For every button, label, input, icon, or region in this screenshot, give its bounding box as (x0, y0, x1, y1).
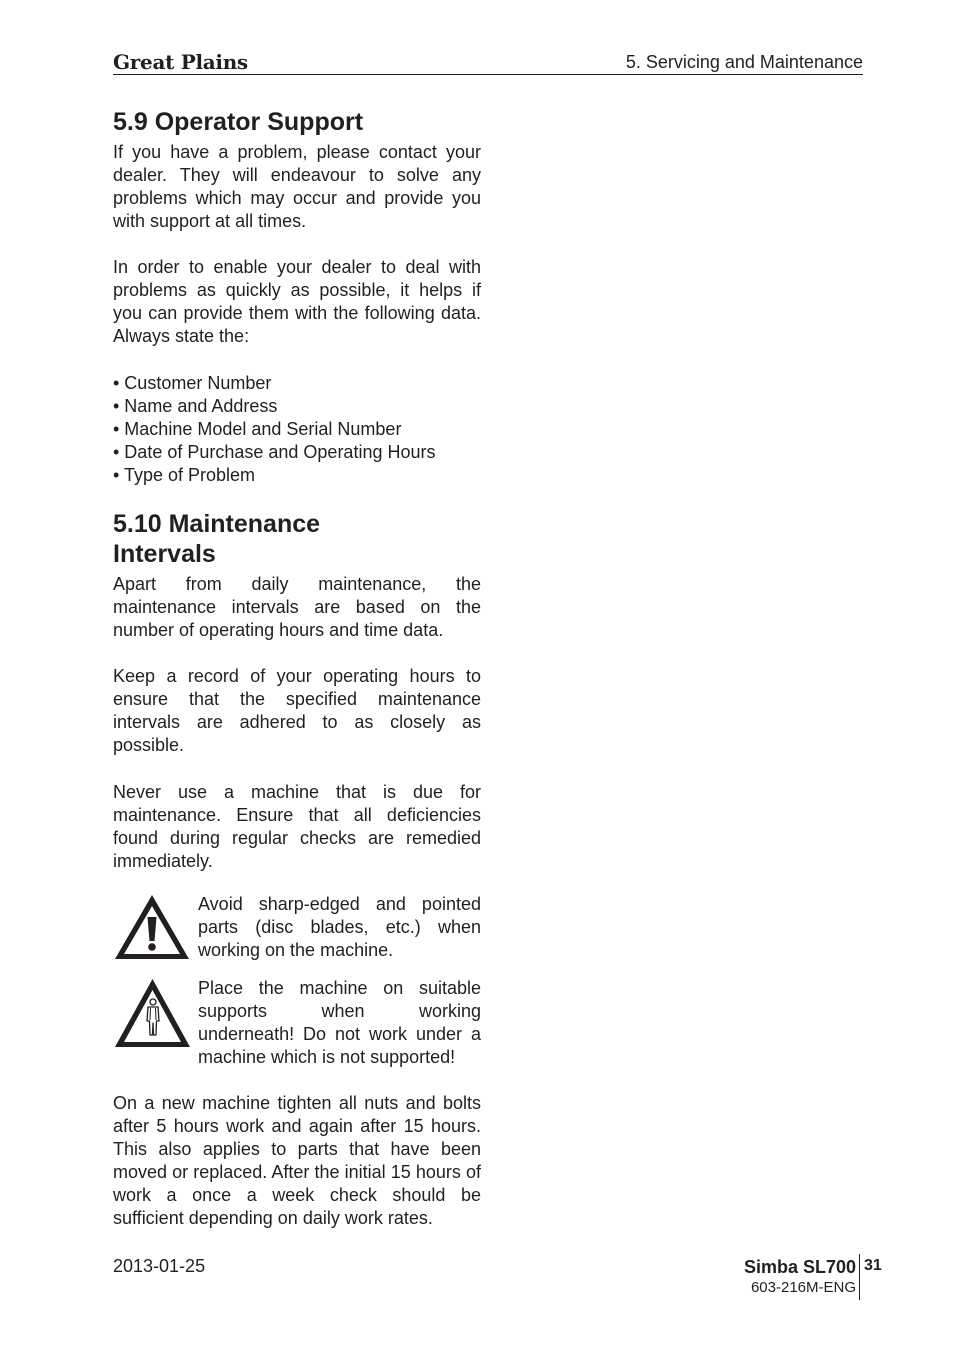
operator-support-section (113, 107, 481, 137)
list-item: • Name and Address (113, 396, 278, 417)
maintenance-para2: Keep a record of your operating hours to ensure that the specified maintenance intervals are adhered to as closely as possible. (113, 666, 481, 756)
warning-person-under-machine-icon (113, 977, 192, 1049)
operator-support-para2: In order to enable your dealer to deal with problems as quickly as possible, it helps if you can provide them with the following data. Always state the: (113, 257, 481, 347)
required-data-list (113, 372, 481, 487)
maintenance-para4-block (113, 1092, 481, 1231)
list-item: • Type of Problem (113, 465, 256, 486)
maintenance-heading (113, 509, 481, 569)
warning-sharp-edges-text: Avoid sharp-edged and pointed parts (disc blades, etc.) when working on the machine. (198, 894, 481, 961)
operator-support-para2-block (113, 256, 481, 348)
maintenance-para3: Never use a machine that is due for maintenance. Ensure that all deficiencies found during regular checks are remedied immediately. (113, 782, 481, 872)
maintenance-para4: On a new machine tighten all nuts and bolts after 5 hours work and again after 15 hours. This also applies to parts that have been moved or replaced. After the initial 15 hours of work a once a week check should be sufficient depending on daily work rates. (113, 1093, 481, 1229)
brand-logo: Great Plains (113, 50, 248, 74)
warning-sharp-edges (113, 893, 481, 963)
warning-exclamation-icon (113, 893, 191, 961)
list-item: • Customer Number (113, 373, 272, 393)
header-divider (113, 74, 863, 75)
footer-model: Simba SL700 (743, 1257, 856, 1277)
maintenance-para3-block (113, 781, 481, 873)
operator-support-para1-block (113, 141, 481, 233)
footer-divider (859, 1254, 860, 1300)
maintenance-heading-line2: Intervals (113, 540, 216, 568)
footer-doc-number: 603-216M-ENG (750, 1279, 856, 1296)
maintenance-para1: Apart from daily maintenance, the maintenance intervals are based on the number of operating hours and time data. (113, 574, 481, 641)
maintenance-para2-block (113, 665, 481, 757)
section-label: 5. Servicing and Maintenance (625, 52, 863, 72)
page-number: 31 (864, 1257, 882, 1274)
maintenance-heading-block (113, 509, 481, 569)
footer-date: 2013-01-25 (113, 1256, 206, 1276)
warning-supports (113, 977, 481, 1071)
maintenance-heading-line1: 5.10 Maintenance (113, 510, 321, 538)
operator-support-para1: If you have a problem, please contact your dealer. They will endeavour to solve any problems which may occur and provide you with support at all times. (113, 142, 481, 232)
data-list-block (113, 372, 481, 487)
operator-support-heading: 5.9 Operator Support (113, 108, 364, 136)
list-item: • Date of Purchase and Operating Hours (113, 442, 436, 463)
warning-supports-text: Place the machine on suitable supports when working underneath! Do not work under a machine which is not supported! (198, 978, 481, 1068)
list-item: • Machine Model and Serial Number (113, 419, 402, 440)
maintenance-para1-block (113, 573, 481, 642)
